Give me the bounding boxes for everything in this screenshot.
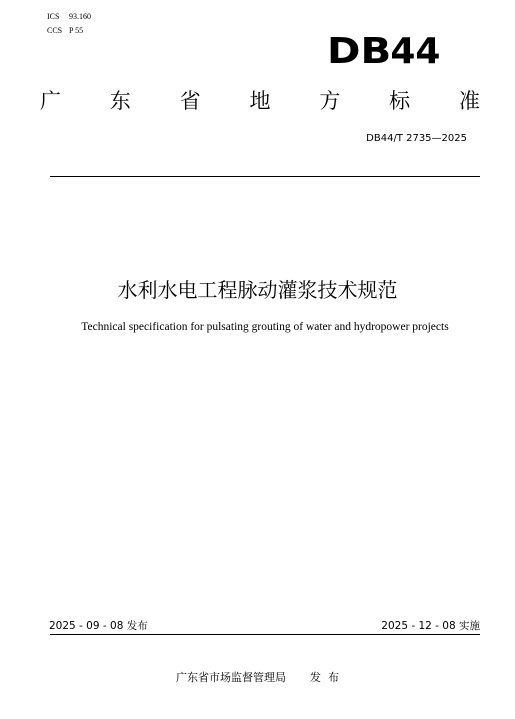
standard-type-char: 东 (109, 89, 131, 113)
standard-type-char: 省 (179, 89, 201, 113)
ics-value: 93.160 (69, 12, 91, 21)
standard-type-char: 广 (40, 89, 61, 113)
document-title-cn: 水利水电工程脉动灌浆技术规范 (117, 278, 398, 302)
ccs-code (47, 26, 83, 36)
implementation-date: 2025 - 12 - 08 实施 (381, 620, 480, 632)
ics-label: ICS (47, 12, 60, 21)
publisher-line (0, 671, 515, 685)
logo-letters: DB (327, 31, 392, 72)
standard-type-char: 方 (319, 89, 341, 113)
logo-number: 44 (390, 31, 441, 72)
db44-logo (327, 32, 447, 72)
standard-type-heading (40, 86, 480, 116)
standard-type-char: 准 (458, 89, 480, 113)
publisher-name: 广东省市场监督管理局 (176, 671, 286, 684)
standard-type-char: 标 (389, 89, 411, 113)
ccs-value: P 55 (69, 26, 84, 35)
top-divider (50, 176, 480, 177)
document-title-en: Technical specification for pulsating grouting of water and hydropower projects (81, 321, 449, 333)
publish-word: 发 布 (310, 671, 339, 684)
standard-type-char: 地 (249, 89, 271, 113)
ics-code (47, 12, 91, 22)
standard-number: DB44/T 2735—2025 (366, 133, 467, 144)
bottom-divider (50, 634, 480, 635)
issue-date: 2025 - 09 - 08 发布 (49, 620, 148, 632)
ccs-label: CCS (47, 26, 63, 35)
